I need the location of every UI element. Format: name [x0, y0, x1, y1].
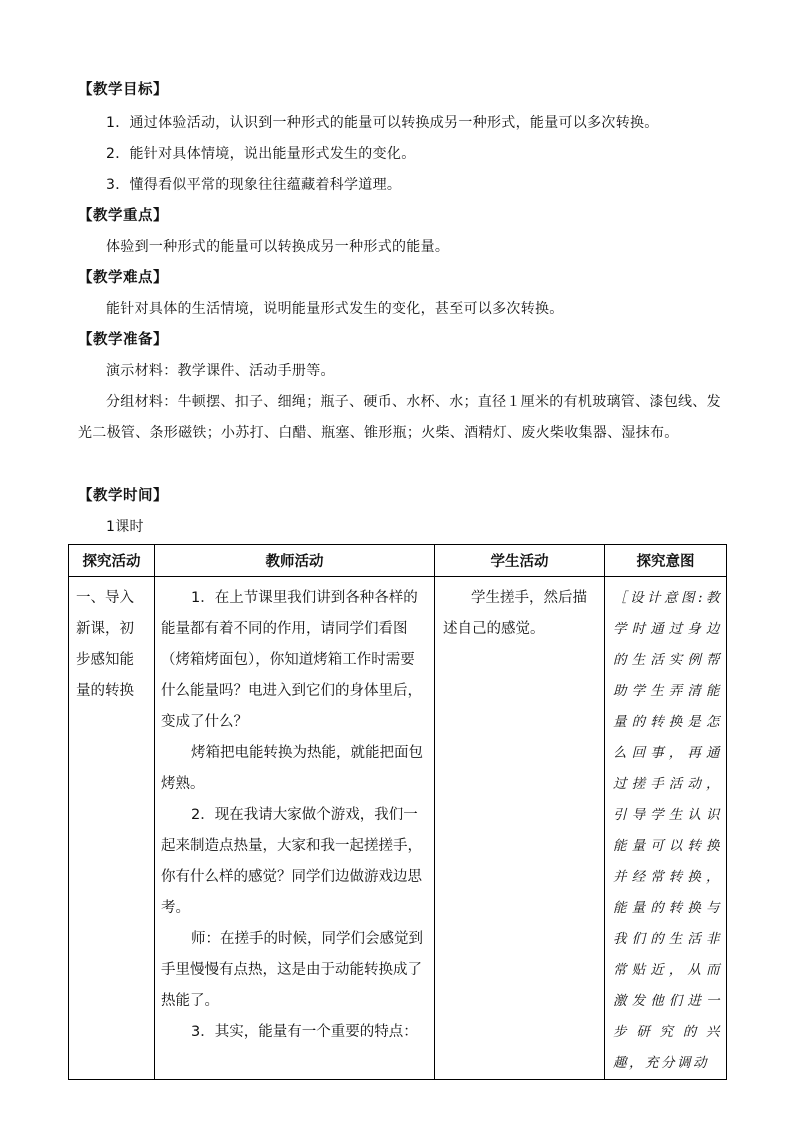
teacher-cell — [155, 577, 435, 1080]
student-cell — [435, 577, 605, 1080]
teacher-paragraph: 3．其实，能量有一个重要的特点： — [191, 1024, 418, 1040]
preparation-group: 分组材料：牛顿摆、扣子、细绳；瓶子、硬币、水杯、水；直径１厘米的有机玻璃管、漆包线、发光二极管、条形磁铁；小苏打、白醋、瓶塞、锥形瓶；火柴、酒精灯、废火柴收集器、湿抹布。 — [78, 394, 721, 441]
intent-text: ［设计意图:教学时通过身边的生活实例帮助学生弄清能量的转换是怎么回事，再通过搓手活动，引导学生认识能量可以转换并经常转换，能量的转换与我们的生活非常贴近，从而激发他们进一步研究的兴趣，充分调动 — [613, 590, 722, 1071]
goal-item: 2．能针对具体情境，说出能量形式发生的变化。 — [106, 146, 416, 162]
teacher-paragraph: 师：在搓手的时候，同学们会感觉到手里慢慢有点热，这是由于动能转换成了热能了。 — [161, 931, 423, 1009]
key-points-heading: 【教学重点】 — [78, 208, 168, 224]
teacher-paragraph: 1．在上节课里我们讲到各种各样的能量都有着不同的作用，请同学们看图（烤箱烤面包），你知道烤箱工作时需要什么能量吗？电进入到它们的身体里后，变成了什么？ — [161, 590, 422, 730]
goals-heading: 【教学目标】 — [78, 82, 168, 98]
activity-text: 一、导入新课，初步感知能量的转换 — [76, 590, 134, 699]
time-text: 1课时 — [106, 519, 144, 535]
teacher-paragraph: 2．现在我请大家做个游戏，我们一起来制造点热量，大家和我一起搓搓手，你有什么样的感觉？同学们边做游戏边思考。 — [161, 807, 422, 916]
intent-cell — [605, 577, 727, 1080]
preparation-demo: 演示材料：教学课件、活动手册等。 — [106, 363, 335, 379]
header-teacher: 教师活动 — [155, 545, 435, 577]
difficulty-heading: 【教学难点】 — [78, 270, 168, 286]
time-heading: 【教学时间】 — [78, 488, 168, 504]
activity-cell — [69, 577, 155, 1080]
preparation-heading: 【教学准备】 — [78, 332, 168, 348]
student-text: 学生搓手，然后描述自己的感觉。 — [443, 590, 587, 637]
table-row — [69, 577, 727, 1080]
lesson-table — [68, 544, 727, 1080]
difficulty-text: 能针对具体的生活情境，说明能量形式发生的变化，甚至可以多次转换。 — [106, 301, 564, 317]
header-student: 学生活动 — [435, 545, 605, 577]
header-intent: 探究意图 — [605, 545, 727, 577]
goal-item: 1．通过体验活动，认识到一种形式的能量可以转换成另一种形式，能量可以多次转换。 — [106, 115, 659, 131]
header-activity: 探究活动 — [69, 545, 155, 577]
key-points-text: 体验到一种形式的能量可以转换成另一种形式的能量。 — [106, 239, 450, 255]
teacher-paragraph: 烤箱把电能转换为热能，就能把面包烤熟。 — [161, 745, 423, 792]
goal-item: 3．懂得看似平常的现象往往蕴藏着科学道理。 — [106, 177, 402, 193]
table-header-row — [69, 545, 727, 577]
